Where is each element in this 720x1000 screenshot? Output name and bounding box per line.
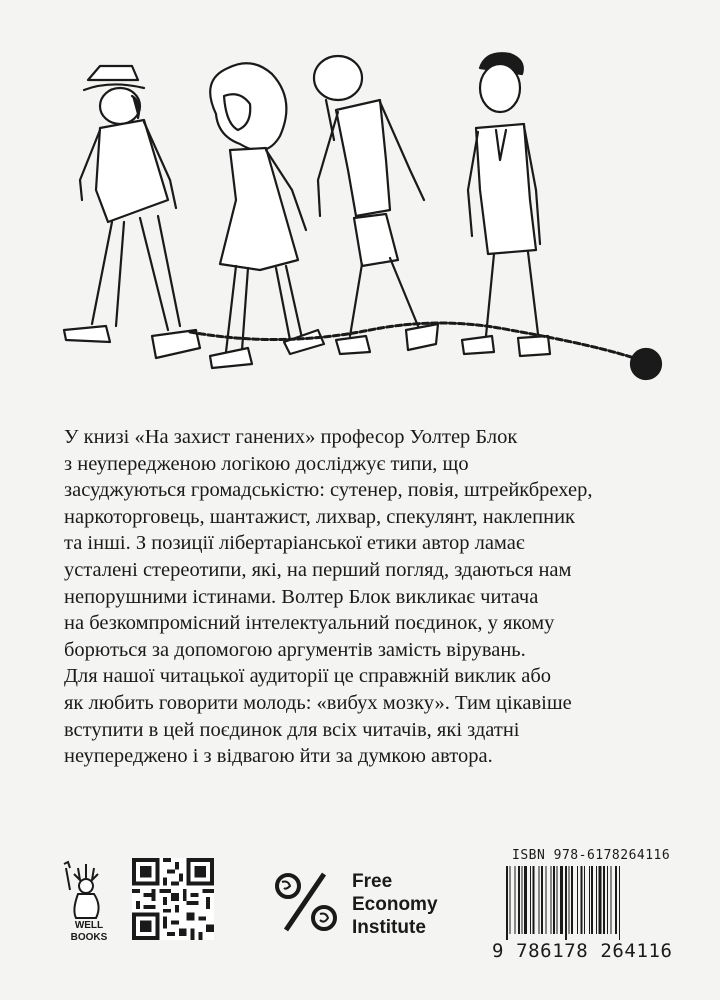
barcode-bar	[598, 866, 601, 934]
barcode-bar	[546, 866, 547, 934]
barcode-bar	[506, 866, 508, 940]
publisher-name-line: WELL	[74, 920, 104, 931]
book-description	[64, 424, 676, 770]
institute-name	[352, 870, 438, 939]
barcode-bar	[610, 866, 611, 934]
barcode-bar	[565, 866, 567, 940]
qr-code-icon[interactable]	[132, 858, 214, 940]
barcode-bar	[553, 866, 555, 934]
barcode-bar	[538, 866, 539, 934]
barcode-bar	[522, 866, 523, 934]
barcode-bar	[514, 866, 515, 934]
description-line: борються за допомогою аргументів замість вірувань.	[64, 638, 526, 661]
description-line: засуджуються громадськістю: сутенер, повія, штрейкбрехер,	[64, 479, 593, 502]
barcode-bar	[584, 866, 585, 934]
barcode-bar	[603, 866, 605, 934]
description-line: з неупередженою логікою досліджує типи, що	[64, 452, 469, 475]
publisher-name-line: BOOKS	[70, 932, 108, 943]
isbn-digits: 9 786178 264116	[492, 940, 673, 962]
description-line: вступити в цей поєдинок для всіх читачів, які здатні	[64, 718, 520, 741]
barcode-bar	[619, 866, 620, 940]
barcode-bar	[607, 866, 608, 934]
barcode-bar	[560, 866, 563, 934]
barcode-bar	[591, 866, 593, 934]
institute-name-line: Free	[352, 871, 393, 892]
barcode-bar	[568, 866, 569, 934]
description-line: Для нашої читацької аудиторії це справжній виклик або	[64, 665, 552, 688]
barcode-bar	[541, 866, 543, 934]
barcode-bar	[577, 866, 578, 934]
isbn-label: ISBN 978-6178264116	[512, 848, 671, 863]
description-line: У книзі «На захист ганених» професор Уолтер Блок	[64, 426, 518, 448]
publisher-name	[66, 920, 112, 944]
institute-name-line: Institute	[352, 917, 426, 938]
barcode-bar	[518, 866, 520, 934]
description-line: наркоторговець, шантажист, лихвар, спекулянт, наклепник	[64, 505, 576, 528]
barcode-bar	[615, 866, 617, 934]
description-line: та інші. З позиції лібертаріанської етики автор ламає	[64, 532, 525, 555]
description-line: як любить говорити молодь: «вибух мозку». Тим цікавіше	[64, 691, 572, 714]
barcode-bar	[510, 866, 511, 934]
description-line: неупереджено і з відвагою йти за думкою автора.	[64, 745, 493, 768]
barcode-bar	[532, 866, 534, 934]
description-line: усталені стереотипи, які, на перший погляд, здаються нам	[64, 558, 572, 581]
description-line: непорушними істинами. Волтер Блок викликає читача	[64, 585, 539, 608]
barcode-bar	[589, 866, 590, 934]
institute-name-line: Economy	[352, 894, 438, 915]
barcode-bar	[596, 866, 597, 934]
barcode-bar	[556, 866, 557, 934]
barcode-bar	[550, 866, 551, 934]
description-line: на безкомпромісний інтелектуальний поєдинок, у якому	[64, 612, 555, 635]
barcode-bar	[524, 866, 527, 934]
percent-globe-logo	[272, 870, 342, 934]
barcode-bar	[530, 866, 531, 934]
barcode-bar	[571, 866, 573, 934]
barcode-icon	[504, 866, 654, 940]
chained-figures-illustration	[40, 40, 680, 410]
barcode-bar	[580, 866, 582, 934]
